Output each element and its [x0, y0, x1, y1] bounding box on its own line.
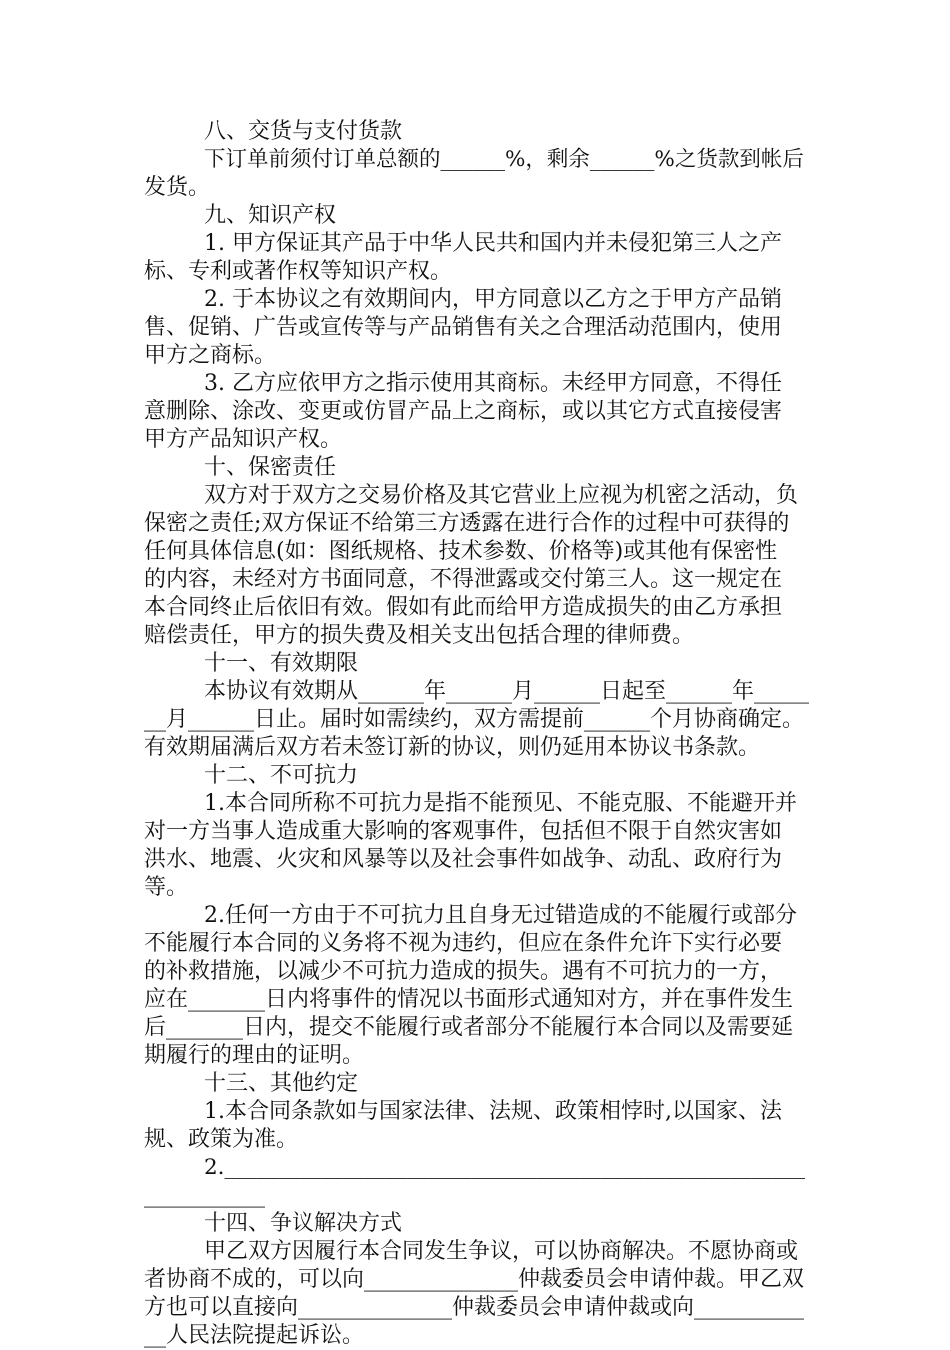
- paragraph-line: 洪水、地震、火灾和风暴等以及社会事件如战争、动乱、政府行为: [144, 847, 783, 872]
- section-heading: 十四、争议解决方式: [204, 1211, 403, 1236]
- paragraph-line: 的补救措施，以减少不可抗力造成的损失。遇有不可抗力的一方，: [144, 959, 783, 984]
- paragraph-line: 应在_______日内将事件的情况以书面形式通知对方，并在事件发生: [144, 987, 794, 1012]
- paragraph-line: 2.任何一方由于不可抗力且自身无过错造成的不能履行或部分: [204, 903, 797, 928]
- paragraph-line: __人民法院提起诉讼。: [144, 1323, 365, 1348]
- paragraph-line: 1.本合同条款如与国家法律、法规、政策相悖时,以国家、法: [204, 1099, 782, 1124]
- paragraph-line: 发货。: [144, 175, 211, 200]
- paragraph-line: 2. 于本协议之有效期间内，甲方同意以乙方之于甲方产品销: [204, 287, 782, 312]
- document-page: [144, 118, 808, 1350]
- paragraph-line: 3. 乙方应依甲方之指示使用其商标。未经甲方同意，不得任: [204, 371, 782, 396]
- section-heading: 十一、有效期限: [204, 651, 359, 676]
- paragraph-line: 等。: [144, 875, 189, 900]
- paragraph-line: 的内容，未经对方书面同意，不得泄露或交付第三人。这一规定在: [144, 567, 783, 592]
- section-heading: 十三、其他约定: [204, 1071, 359, 1096]
- paragraph-line: 对一方当事人造成重大影响的客观事件，包括但不限于自然灾害如: [144, 819, 783, 844]
- paragraph-line: 赔偿责任，甲方的损失费及相关支出包括合理的律师费。: [144, 623, 695, 648]
- paragraph-line: 有效期届满后双方若未签订新的协议，则仍延用本协议书条款。: [144, 735, 761, 760]
- paragraph-line: 后_______日内，提交不能履行或者部分不能履行本合同以及需要延: [144, 1015, 794, 1040]
- paragraph-line: 规、政策为准。: [144, 1127, 299, 1152]
- paragraph-line: 本协议有效期从______年______月______日起至______年_____: [204, 679, 810, 704]
- paragraph-line: 甲方之商标。: [144, 343, 277, 368]
- paragraph-line: 任何具体信息(如：图纸规格、技术参数、价格等)或其他有保密性: [144, 539, 778, 564]
- section-heading: 十、保密责任: [204, 455, 337, 480]
- section-heading: 九、知识产权: [204, 203, 337, 228]
- paragraph-line: 本合同终止后依旧有效。假如有此而给甲方造成损失的由乙方承担: [144, 595, 783, 620]
- paragraph-line: 保密之责任;双方保证不给第三方透露在进行合作的过程中可获得的: [144, 511, 790, 536]
- paragraph-line: ___________: [144, 1183, 265, 1208]
- section-heading: 八、交货与支付货款: [204, 119, 403, 144]
- paragraph-line: 意删除、涂改、变更或仿冒产品上之商标，或以其它方式直接侵害: [144, 399, 783, 424]
- paragraph-line: 甲乙双方因履行本合同发生争议，可以协商解决。不愿协商或: [204, 1239, 799, 1264]
- paragraph-line: 2.______________________________________________________: [204, 1155, 806, 1180]
- paragraph-line: 不能履行本合同的义务将不视为违约，但应在条件允许下实行必要: [144, 931, 783, 956]
- paragraph-line: 期履行的理由的证明。: [144, 1043, 365, 1068]
- paragraph-line: __月______日止。届时如需续约，双方需提前______个月协商确定。: [144, 707, 805, 732]
- paragraph-line: 双方对于双方之交易价格及其它营业上应视为机密之活动，负: [204, 483, 799, 508]
- paragraph-line: 下订单前须付订单总额的______%，剩余______%之货款到帐后: [204, 147, 804, 172]
- paragraph-line: 者协商不成的，可以向______________仲裁委员会申请仲裁。甲乙双: [144, 1267, 805, 1292]
- paragraph-line: 方也可以直接向______________仲裁委员会申请仲裁或向__________: [144, 1295, 805, 1320]
- paragraph-line: 售、促销、广告或宣传等与产品销售有关之合理活动范围内，使用: [144, 315, 783, 340]
- paragraph-line: 1. 甲方保证其产品于中华人民共和国内并未侵犯第三人之产: [204, 231, 782, 256]
- paragraph-line: 标、专利或著作权等知识产权。: [144, 259, 453, 284]
- paragraph-line: 1.本合同所称不可抗力是指不能预见、不能克服、不能避开并: [204, 791, 797, 816]
- section-heading: 十二、不可抗力: [204, 763, 359, 788]
- paragraph-line: 甲方产品知识产权。: [144, 427, 343, 452]
